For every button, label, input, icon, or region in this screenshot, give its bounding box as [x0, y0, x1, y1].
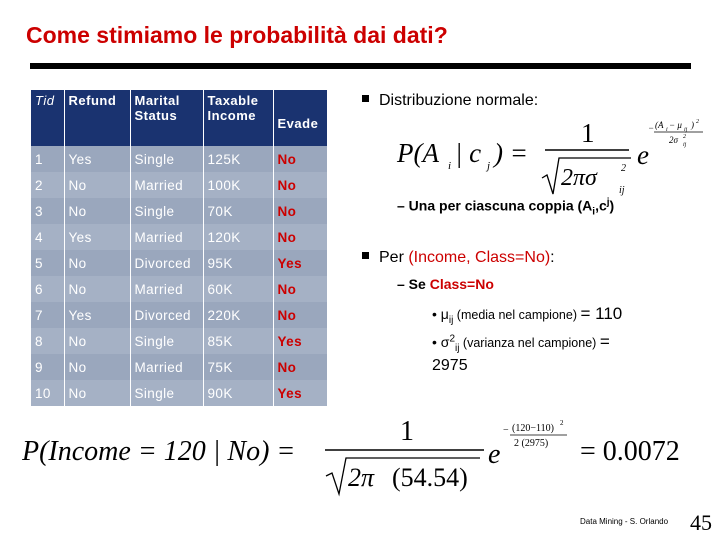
- sub-bullet-sub-i: i: [592, 206, 596, 218]
- table-header-row: [31, 90, 327, 146]
- example-result: = 0.0072: [580, 436, 680, 467]
- data-table: [31, 90, 327, 406]
- table-row: [31, 354, 327, 380]
- cell-tid: 8: [31, 328, 64, 354]
- formula-sigma-sup: 2: [621, 163, 626, 174]
- table-row: [31, 328, 327, 354]
- cell-tid: 7: [31, 302, 64, 328]
- cell-marital-status: Married: [130, 172, 203, 198]
- formula-sigma-sub: ij: [619, 185, 625, 196]
- cell-evade: Yes: [273, 380, 327, 406]
- cell-evade: No: [273, 172, 327, 198]
- formula-exp-den: 2σ: [669, 135, 678, 145]
- cell-marital-status: Married: [130, 354, 203, 380]
- table-row: [31, 250, 327, 276]
- header-taxable-income: Taxable Income: [203, 90, 273, 146]
- table-row: [31, 276, 327, 302]
- example-exp-num: (120−110): [512, 423, 554, 434]
- sub-bullet-sup-j: j: [606, 197, 610, 208]
- bullet-end: :: [550, 249, 555, 266]
- formula-lhs: P(A: [397, 138, 439, 168]
- formula-e: e: [637, 140, 649, 170]
- bullet-text: Per: [379, 249, 409, 266]
- cell-tid: 3: [31, 198, 64, 224]
- cell-taxable-income: 125K: [203, 146, 273, 172]
- mean-value: = 110: [580, 304, 623, 323]
- cell-refund: Yes: [64, 224, 130, 250]
- cell-evade: No: [273, 302, 327, 328]
- cell-marital-status: Single: [130, 198, 203, 224]
- cell-marital-status: Married: [130, 224, 203, 250]
- formula-exp-num-close: ): [691, 120, 694, 130]
- table-row: [31, 198, 327, 224]
- table-row: [31, 224, 327, 250]
- mean-item: [432, 304, 622, 326]
- bullet-square-icon: [362, 252, 369, 259]
- cell-taxable-income: 90K: [203, 380, 273, 406]
- cell-taxable-income: 75K: [203, 354, 273, 380]
- cell-refund: No: [64, 172, 130, 198]
- variance-value: 2975: [432, 357, 468, 374]
- cell-refund: No: [64, 198, 130, 224]
- cell-refund: No: [64, 250, 130, 276]
- cell-tid: 5: [31, 250, 64, 276]
- cell-refund: No: [64, 354, 130, 380]
- header-tid: Tid: [31, 90, 64, 146]
- cell-taxable-income: 70K: [203, 198, 273, 224]
- table-row: [31, 302, 327, 328]
- cell-tid: 6: [31, 276, 64, 302]
- example-lhs: P(Income = 120 | No) =: [22, 436, 296, 467]
- example-probability-formula: [22, 410, 702, 500]
- table-row: [31, 380, 327, 406]
- table-row: [31, 146, 327, 172]
- cell-marital-status: Divorced: [130, 302, 203, 328]
- variance-sub: ij: [455, 342, 460, 354]
- variance-label: (varianza nel campione): [459, 336, 600, 350]
- bullet-highlight: (Income, Class=No): [408, 249, 551, 266]
- mean-label: (media nel campione): [453, 308, 581, 322]
- cell-marital-status: Married: [130, 276, 203, 302]
- cell-taxable-income: 95K: [203, 250, 273, 276]
- formula-exp-minus: −: [648, 123, 655, 133]
- variance-symbol: • σ: [432, 334, 450, 350]
- cell-taxable-income: 85K: [203, 328, 273, 354]
- cell-evade: No: [273, 224, 327, 250]
- data-table-container: [31, 90, 327, 401]
- example-exp-den: 2 (2975): [514, 438, 549, 449]
- formula-sqrt-body: 2πσ: [561, 165, 597, 191]
- cell-marital-status: Single: [130, 328, 203, 354]
- bullet-text: Distribuzione normale:: [379, 92, 539, 109]
- slide-footer: Data Mining - S. Orlando: [580, 517, 669, 526]
- formula-exp-den-sub: ij: [683, 142, 687, 148]
- formula-lhs-sub-j: j: [487, 160, 491, 172]
- header-evade: Evade: [273, 90, 327, 146]
- cell-tid: 4: [31, 224, 64, 250]
- sub-bullet-text: – Una per ciascuna coppia (A: [397, 197, 593, 214]
- mean-sub: ij: [448, 314, 454, 326]
- table-body: [31, 146, 327, 406]
- variance-equals: =: [599, 332, 610, 351]
- cell-evade: No: [273, 198, 327, 224]
- header-refund: Refund: [64, 90, 130, 146]
- cell-refund: No: [64, 380, 130, 406]
- bullet-square-icon: [362, 95, 369, 102]
- sub-bullet-per-pair: [397, 197, 614, 217]
- variance-sup: 2: [449, 333, 455, 345]
- cell-refund: No: [64, 276, 130, 302]
- example-exp-minus: −: [503, 425, 509, 436]
- example-den-paren: (54.54): [392, 463, 468, 492]
- cell-taxable-income: 120K: [203, 224, 273, 250]
- cell-tid: 9: [31, 354, 64, 380]
- formula-exp-den-sup: 2: [683, 134, 686, 140]
- cell-taxable-income: 220K: [203, 302, 273, 328]
- cell-tid: 1: [31, 146, 64, 172]
- cell-evade: No: [273, 354, 327, 380]
- formula-exp-num-minus: − μ: [669, 120, 682, 130]
- normal-distribution-formula: [393, 112, 713, 202]
- cell-refund: Yes: [64, 146, 130, 172]
- cell-evade: No: [273, 146, 327, 172]
- cell-marital-status: Divorced: [130, 250, 203, 276]
- formula-exp-num-sq: 2: [696, 119, 699, 125]
- formula-numerator: 1: [581, 118, 595, 148]
- formula-exp-num-ij: ij: [684, 127, 688, 133]
- formula-lhs-sub-i: i: [448, 160, 452, 172]
- header-marital-status: Marital Status: [130, 90, 203, 146]
- mean-symbol: • μ: [432, 306, 449, 322]
- sub-bullet-text: – Se: [397, 276, 430, 292]
- example-numerator: 1: [400, 416, 414, 447]
- title-divider: [30, 63, 691, 69]
- cell-refund: No: [64, 328, 130, 354]
- cell-evade: No: [273, 276, 327, 302]
- cell-evade: Yes: [273, 328, 327, 354]
- example-e: e: [488, 439, 501, 470]
- sub-bullet-end: ): [609, 197, 615, 214]
- page-number: 45: [690, 510, 712, 535]
- slide-title: Come stimiamo le probabilità dai dati?: [26, 22, 448, 48]
- cell-evade: Yes: [273, 250, 327, 276]
- cell-marital-status: Single: [130, 380, 203, 406]
- cell-tid: 2: [31, 172, 64, 198]
- table-row: [31, 172, 327, 198]
- cell-refund: Yes: [64, 302, 130, 328]
- formula-exp-num-i: i: [666, 127, 668, 133]
- sub-bullet-highlight: Class=No: [429, 276, 494, 292]
- cell-marital-status: Single: [130, 146, 203, 172]
- example-sqrt-body: 2π: [348, 463, 375, 492]
- example-exp-num-sq: 2: [560, 419, 564, 427]
- variance-item: [432, 332, 610, 354]
- sub-bullet-mid: ,c: [595, 197, 607, 214]
- formula-lhs-close: ) =: [494, 138, 528, 168]
- bullet-per-income: [362, 249, 555, 267]
- formula-exp-num: (A: [655, 120, 664, 130]
- cell-tid: 10: [31, 380, 64, 406]
- bullet-normal-distribution: [362, 92, 538, 110]
- sub-bullet-class-no: [397, 276, 494, 292]
- cell-taxable-income: 100K: [203, 172, 273, 198]
- cell-taxable-income: 60K: [203, 276, 273, 302]
- formula-lhs-bar: | c: [455, 138, 482, 168]
